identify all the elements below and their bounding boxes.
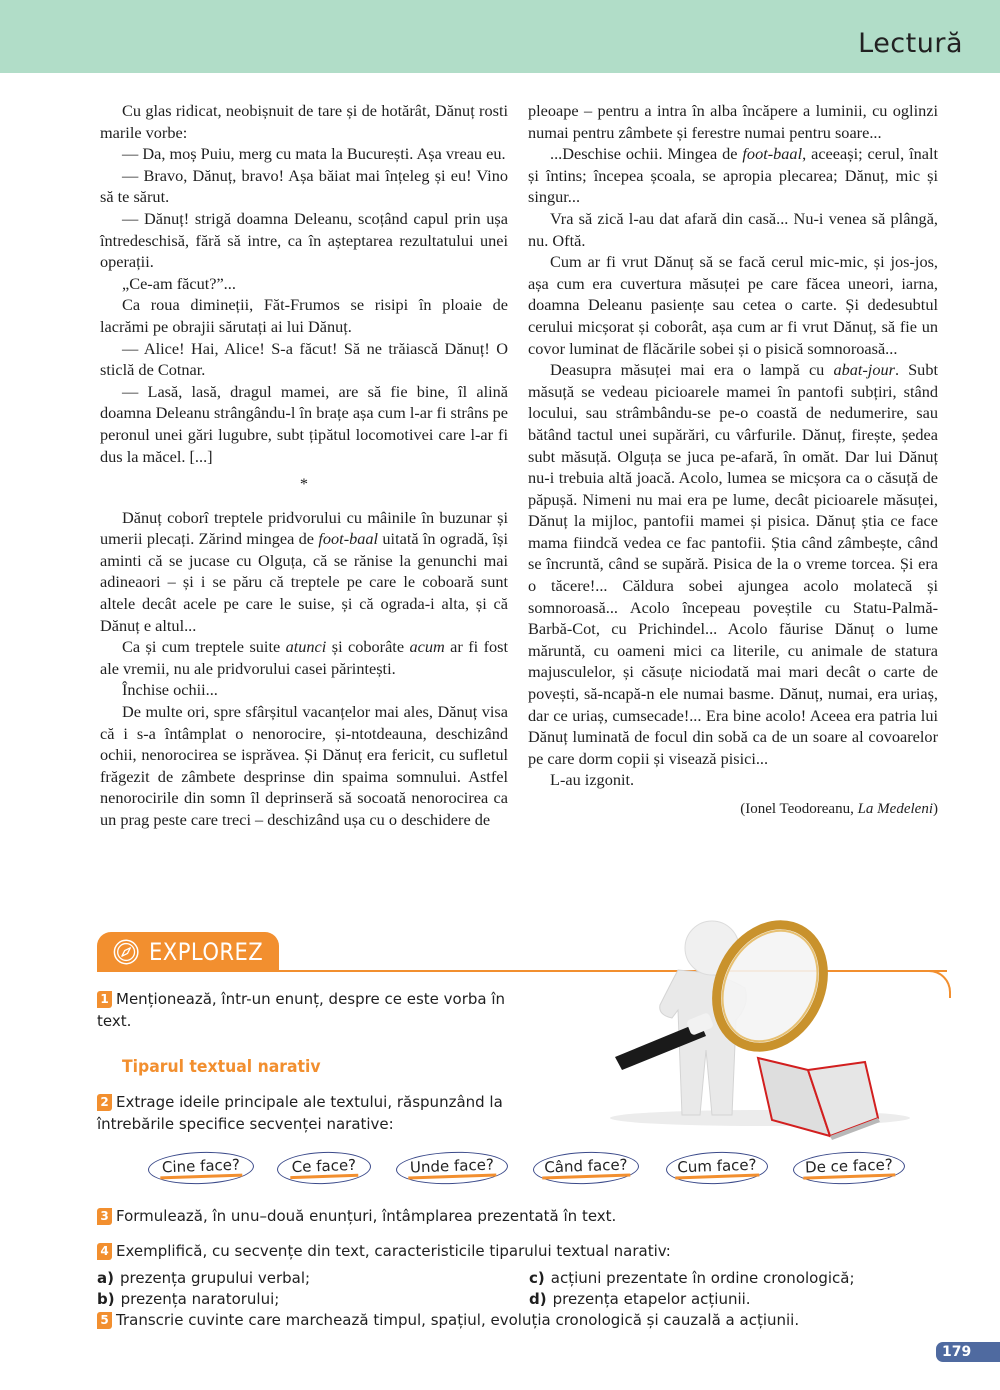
citation-title: La Medeleni: [857, 801, 933, 817]
text-run: . Subt măsuță se vedeau picioarele mamei în pantofi subțiri, stând locului, sau strâmbându-se pe-o coastă de nedumerire, sau bătând tactul unei supărări, cu vârfurile. Dănuț, firește, ședea subt măsuță. Olguța se juca pe-afară, în omăt. Dar lui Dănuț nu-i trebuia altă joacă. Acolo, lumea se micșora ca o căsuță de păpușă. Nimeni nu mai era pe lume, decât picioarele măsuței, Dănuț la mijloc, pantofii mamei și pisica. Dănuț știa ce face mama fiindcă vedea ce fac pantofii. Știa când zâmbește, când se încruntă, când se supără. Pisica de la o vreme torcea. Și era o tăcere!... Căldura sobei ajungea acolo molatecă și somnoroasă... Acolo începeau poveștile cu Statu-Palmă-Barbă-Cot, cu Prichindel... Acolo făurise Dănuț o lume măruntă, cu oameni mici ca literile, cu animale de statura majusculelor, și căsuțe niciodată mai mari decât o carte de povești, să-ncapă-n ele numai basme. Dănuț, numai, era uriaș, dar ce uriaș, cumsecade!... Era bine acolo! Aceea era patria lui Dănuț luminată de focul din sobă ca de un soare al covoarelor pe care dorm copii și visează pisici...: [528, 360, 938, 768]
question-bubble: Unde face?: [395, 1150, 508, 1186]
paragraph: — Dănuț! strigă doamna Deleanu, scoțând capul prin ușa întredeschisă, fără să intre, ca în așteptarea rezultatului unei operații.: [100, 208, 508, 272]
task-number-badge: 2: [97, 1094, 112, 1111]
section-separator: *: [299, 474, 309, 494]
reading-column-left: [100, 100, 508, 831]
sub-item-d: d) prezența etapelor acțiunii.: [529, 1290, 751, 1308]
section-title: Lectură: [858, 28, 963, 59]
question-bubble: Cum face?: [665, 1150, 768, 1186]
question-bubble: Cine face?: [147, 1150, 254, 1186]
subheading: Tiparul textual narativ: [122, 1057, 321, 1077]
task-3: [97, 1205, 947, 1227]
question-bubble: Ce face?: [276, 1150, 371, 1185]
narrative-questions: [143, 1152, 933, 1188]
paragraph: L-au izgonit.: [550, 770, 635, 790]
text-run: ...Deschise ochii. Mingea de: [550, 144, 743, 164]
task-text: Extrage ideile principale ale textului, răspunzând la întrebările specifice secvenței narative:: [97, 1093, 503, 1133]
text-run: Deasupra măsuței mai era o lampă cu: [550, 360, 834, 380]
magnifier-figure-illustration: [560, 910, 960, 1150]
explorez-tab: [97, 932, 279, 972]
task-number-badge: 5: [97, 1312, 112, 1329]
text-run: Dănuț coborî treptele pridvorului cu mâinile în buzunar și umerii plecați. Zărind mingea de: [100, 507, 508, 549]
task-text: Exemplifică, cu secvențe din text, caracteristicile tiparului textual narativ:: [116, 1242, 671, 1260]
paragraph: [528, 143, 938, 208]
paragraph: Vra să zică l-au dat afară din casă... Nu-i venea să plângă, nu. Oftă.: [528, 208, 938, 250]
paragraph: — Alice! Hai, Alice! S-a făcut! Să ne trăiască Dănuț! O sticlă de Cotnar.: [100, 338, 508, 380]
paragraph: [528, 359, 938, 769]
compass-icon: [113, 938, 139, 966]
question-bubble: Când face?: [532, 1150, 639, 1186]
italic-term: abat-jour: [833, 360, 895, 380]
task-number-badge: 1: [97, 991, 112, 1008]
task-number-badge: 3: [97, 1208, 112, 1225]
page-number: 179: [936, 1342, 1000, 1362]
text-run: și coborâte: [326, 637, 410, 657]
paragraph: Cum ar fi vrut Dănuț să se facă cerul mic-mic, și jos-jos, așa cum era cuvertura măsuței pe care făcea uneori, iarna, doamna Deleanu pasiențe sau cetea o carte. Și dedesubtul cerului micșorat și coborât, așa cum ar fi vrut Dănuț, să fie un covor luminat de flăcările sobei și o pisică somnoroasă...: [528, 252, 938, 358]
italic-term: acum: [409, 637, 445, 657]
text-run: uitată în ogradă, își aminti că se jucase cu Olguța, că se rănise la genunchi mai adineaori – și i se păru că treptele pe care le coboară sunt altele decât acele pe care le suise, și că ograda-i alta, și că Dănuț e altul...: [100, 529, 509, 635]
paragraph: De multe ori, spre sfârșitul vacanțelor mai ales, Dănuț visa că i s-a întâmplat o nenorocire, și-ntotdeauna, deschizând ochii, nenorocirea se isprăvea. Și Dănuț era fericit, cu sufletul frăgezit de zâmbete desprinse din spaima somnului. Astfel nenorocirile din somn îl deprinseră să socoată nenorocirea ca un prag peste care treci – deschizând ușa cu o deschidere de: [100, 702, 508, 829]
reading-column-right: [528, 100, 938, 821]
task-4-items: [97, 1268, 947, 1310]
task-number-badge: 4: [97, 1243, 112, 1260]
task-text: Menționează, într-un enunț, despre ce este vorba în text.: [97, 990, 506, 1030]
explorez-label: EXPLOREZ: [149, 938, 264, 966]
task-4: [97, 1240, 947, 1262]
text-run: Ca și cum treptele suite: [122, 637, 286, 657]
sub-item-b: b) prezența naratorului;: [97, 1290, 280, 1308]
paragraph: Închise ochii...: [122, 680, 218, 700]
citation-close: ): [933, 801, 938, 817]
citation-author: (Ionel Teodoreanu,: [740, 801, 858, 817]
paragraph: [100, 636, 508, 679]
italic-term: foot-baal: [742, 144, 803, 164]
task-5: [97, 1309, 947, 1331]
source-citation: [528, 799, 938, 821]
question-bubble: De ce face?: [792, 1150, 905, 1186]
task-text: Transcrie cuvinte care marchează timpul, spațiul, evoluția cronologică și cauzală a acțiunii.: [116, 1311, 800, 1329]
text-run: , aceeași; cerul, înalt și întins; începea școala, se apropia plecarea; Dănuț, mic și singur...: [528, 144, 939, 207]
section-header: [0, 0, 1000, 73]
paragraph: pleoape – pentru a intra în alba încăpere a luminii, cu oglinzi numai pentru zâmbete și ferestre numai pentru soare...: [528, 101, 938, 142]
text-run: ar fi fost ale vremii, nu ale pridvorului casei părintești.: [100, 637, 508, 678]
paragraph: Ca roua dimineții, Făt-Frumos se risipi în ploaie de lacrămi pe obrajii sărutați ai lui Dănuț.: [100, 295, 508, 336]
paragraph: — Lasă, lasă, dragul mamei, are să fie bine, îl alină doamna Deleanu strângându-l în brațe așa cum l-ar fi strâns pe peronul unei gări lugubre, subt țipătul locomotivei care l-ar fi dus la măcel. [...]: [100, 381, 508, 466]
task-2: [97, 1091, 517, 1135]
sub-item-c: c) acțiuni prezentate în ordine cronologică;: [529, 1269, 855, 1287]
italic-term: foot-baal: [318, 529, 379, 549]
paragraph: — Da, moș Puiu, merg cu mata la București. Așa vreau eu.: [122, 144, 506, 164]
paragraph: „Ce-am făcut?”...: [122, 273, 236, 293]
paragraph: Cu glas ridicat, neobișnuit de tare și de hotărât, Dănuț rosti marile vorbe:: [100, 101, 508, 142]
task-1: [97, 988, 517, 1032]
italic-term: atunci: [285, 637, 327, 657]
paragraph: — Bravo, Dănuț, bravo! Așa băiat mai înțeleg și eu! Vino să te sărut.: [100, 165, 508, 207]
sub-item-a: a) prezența grupului verbal;: [97, 1269, 311, 1287]
task-text: Formulează, în unu–două enunțuri, întâmplarea prezentată în text.: [116, 1207, 617, 1225]
paragraph: [100, 507, 508, 637]
